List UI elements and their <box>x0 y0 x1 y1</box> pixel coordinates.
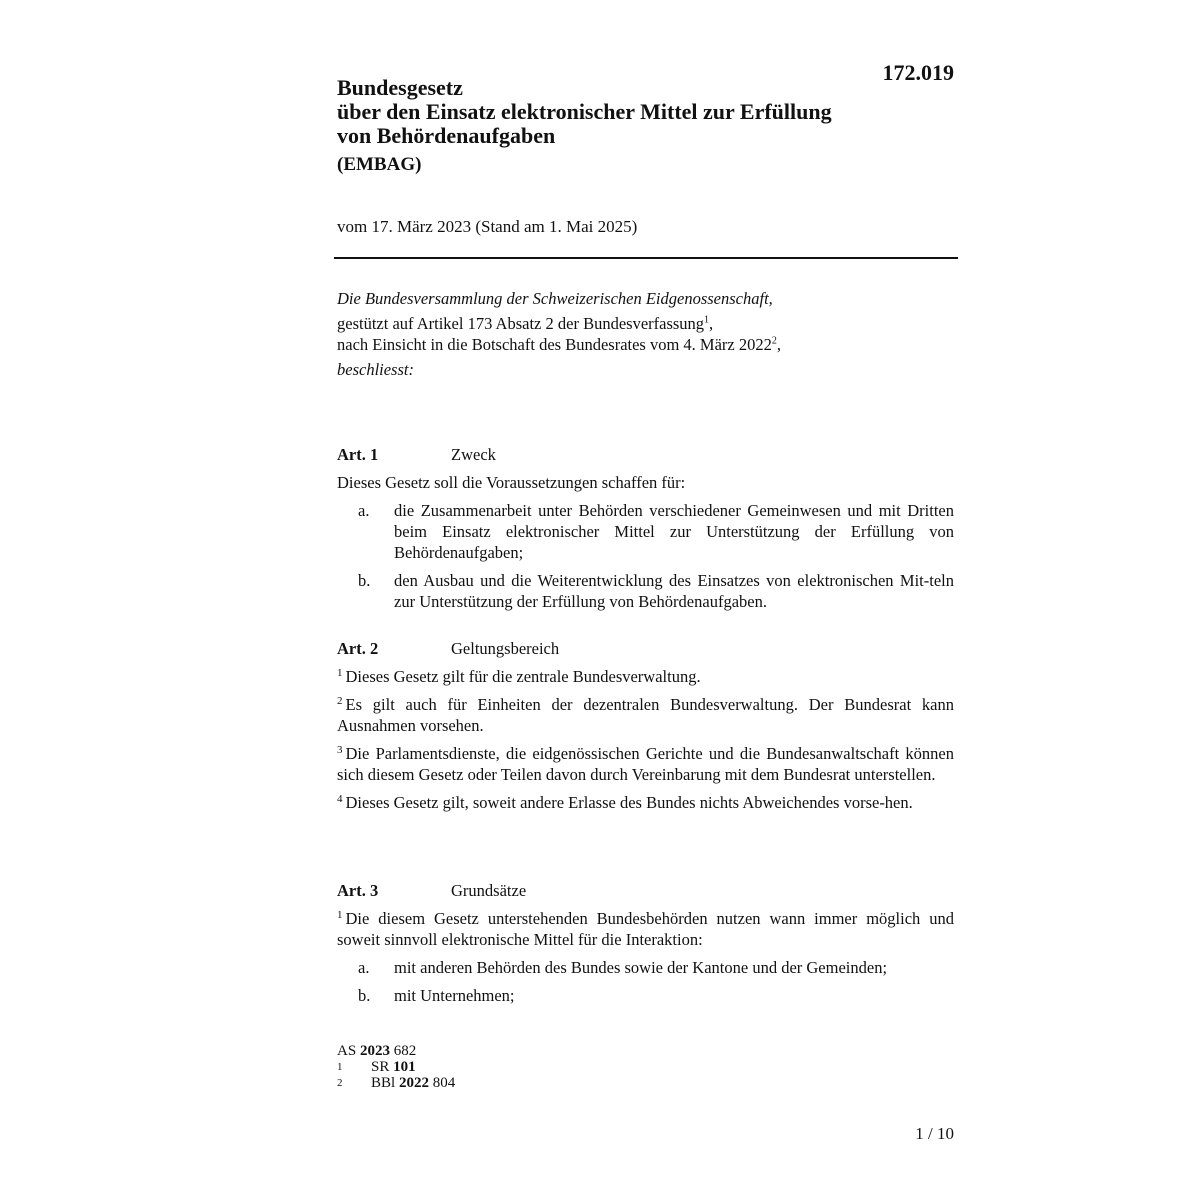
paragraph: $^3$ Die Parlamentsdienste, die eidgenössischen Gerichte und die Bundesanwaltschaft können sich diesem Gesetz oder Teilen davon durch Vereinbarung mit dem Bundesrat unterstellen. <box>337 743 954 784</box>
article-number: Art. 3 <box>337 881 379 900</box>
paragraph: $^2$ Es gilt auch für Einheiten der dezentralen Bundesverwaltung. Der Bundesrat kann Ausnahmen vorsehen. <box>337 694 954 735</box>
sr-number: 172.019 <box>882 60 954 85</box>
article-1-body <box>337 472 954 619</box>
paragraph: $^4$ Dieses Gesetz gilt, soweit andere Erlasse des Bundes nichts Abweichendes vorse-hen. <box>337 792 913 812</box>
paragraph: $^1$ Dieses Gesetz gilt für die zentrale Bundesverwaltung. <box>337 666 701 686</box>
article-number: Art. 2 <box>337 639 379 658</box>
preamble-message: nach Einsicht in die Botschaft des Bundesrates vom 4. März 2022$^2$, <box>337 335 781 354</box>
article-1-heading <box>337 444 496 465</box>
official-collection-ref: AS 2023 682 <box>337 1043 417 1059</box>
article-number: Art. 1 <box>337 445 379 464</box>
list-item: b. den Ausbau und die Weiterentwicklung des Einsatzes von elektronischen Mit-teln zur Unterstützung der Erfüllung von Behördenaufgaben. <box>358 571 954 611</box>
article-title: Zweck <box>451 445 496 464</box>
law-abbreviation: (EMBAG) <box>337 154 422 175</box>
title-line: Bundesgesetz <box>337 75 463 100</box>
title-line: von Behördenaufgaben <box>337 123 556 148</box>
article-title: Geltungsbereich <box>451 639 560 658</box>
list-item: b. mit Unternehmen; <box>358 986 515 1005</box>
footnote-ref[interactable]: 2 <box>771 335 777 347</box>
preamble-assembly: Die Bundesversammlung der Schweizerischen Eidgenossenschaft, <box>337 289 773 308</box>
law-title <box>337 76 897 148</box>
page-number: 1 / 10 <box>915 1124 954 1143</box>
preamble <box>337 288 957 380</box>
footnote-ref[interactable]: 1 <box>704 314 710 326</box>
date-line: vom 17. März 2023 (Stand am 1. Mai 2025) <box>337 217 638 236</box>
footnote: 1 SR 101 <box>337 1059 416 1075</box>
article-3-body <box>337 908 954 1013</box>
article-3-heading <box>337 880 526 901</box>
footnotes <box>337 1043 455 1091</box>
header-divider <box>334 257 958 259</box>
article-2-heading <box>337 638 559 659</box>
article-title: Grundsätze <box>451 881 527 900</box>
article-2-body <box>337 666 954 820</box>
article-intro: Dieses Gesetz soll die Voraussetzungen schaffen für: <box>337 473 686 492</box>
list-item: a. mit anderen Behörden des Bundes sowie der Kantone und der Gemeinden; <box>358 958 888 977</box>
preamble-basis: gestützt auf Artikel 173 Absatz 2 der Bundesverfassung$^1$, <box>337 314 714 333</box>
title-line: über den Einsatz elektronischer Mittel zur Erfüllung <box>337 99 832 124</box>
list-item: a. die Zusammenarbeit unter Behörden verschiedener Gemeinwesen und mit Dritten beim Einsatz elektronischer Mittel zur Unterstützung der Erfüllung von Behördenaufgaben; <box>358 501 954 562</box>
preamble-decides: beschliesst: <box>337 360 414 379</box>
paragraph: $^1$ Die diesem Gesetz unterstehenden Bundesbehörden nutzen wann immer möglich und soweit sinnvoll elektronische Mittel für die Interaktion: <box>337 908 954 949</box>
footnote: 2 BBl 2022 804 <box>337 1075 456 1091</box>
